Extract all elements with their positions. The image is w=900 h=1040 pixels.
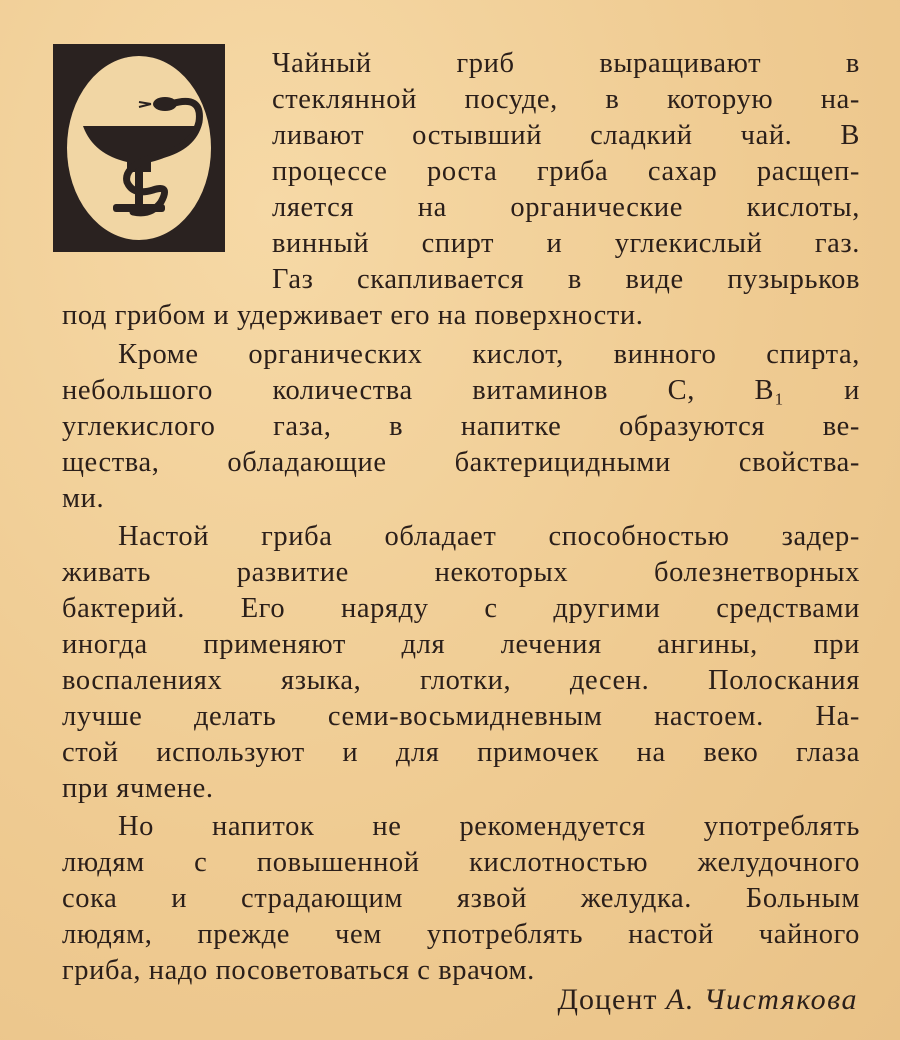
paragraph-2-line: ми. [62, 483, 105, 514]
author-name: А. Чистякова [666, 983, 858, 1016]
paragraph-4-line: гриба, надо посоветоваться с врачом. [62, 955, 535, 986]
paragraph-3-line: воспалениях языка, глотки, десен. Полоскания [62, 665, 860, 696]
paragraph-3-line: бактерий. Его наряду с другими средствами [62, 593, 860, 624]
paragraph-4-line: Но напиток не рекомендуется употреблять [118, 811, 860, 842]
author-title: Доцент [557, 983, 658, 1016]
paragraph-1-line: винный спирт и углекислый газ. [272, 228, 860, 259]
paragraph-1-line: Газ скапливается в виде пузырьков [272, 264, 860, 295]
paragraph-2-line: небольшого количества витаминов С, В₁ и [62, 375, 860, 406]
paragraph-3-line: иногда применяют для лечения ангины, при [62, 629, 860, 660]
signature [558, 980, 859, 1020]
paragraph-3-line: живать развитие некоторых болезнетворных [62, 557, 860, 588]
paragraph-3-line: Настой гриба обладает способностью задер- [118, 521, 860, 552]
paragraph-1-line: ливают остывший сладкий чай. В [272, 120, 860, 151]
paragraph-2-line: Кроме органических кислот, винного спирта, [118, 339, 860, 370]
paragraph-1-line: ляется на органические кислоты, [272, 192, 860, 223]
paragraph-3-line: стой используют и для примочек на веко глаза [62, 737, 860, 768]
bowl-of-hygieia-icon [53, 44, 225, 252]
paragraph-4-line: людям, прежде чем употреблять настой чайного [62, 919, 860, 950]
paragraph-4-line: сока и страдающим язвой желудка. Больным [62, 883, 860, 914]
paragraph-1-line: стеклянной посуде, в которую на- [272, 84, 860, 115]
paragraph-3-line: при ячмене. [62, 773, 214, 804]
paragraph-4-line: людям с повышенной кислотностью желудочного [62, 847, 860, 878]
paragraph-1-line: под грибом и удерживает его на поверхности. [62, 300, 644, 331]
pharmacy-logo [53, 44, 225, 252]
paragraph-3-line: лучше делать семи-восьмидневным настоем. На- [62, 701, 860, 732]
paragraph-2-line: щества, обладающие бактерицидными свойства- [62, 447, 860, 478]
paragraph-1-line: Чайный гриб выращивают в [272, 48, 860, 79]
paragraph-2-line: углекислого газа, в напитке образуются ве- [62, 411, 860, 442]
paragraph-1-line: процессе роста гриба сахар расщеп- [272, 156, 860, 187]
